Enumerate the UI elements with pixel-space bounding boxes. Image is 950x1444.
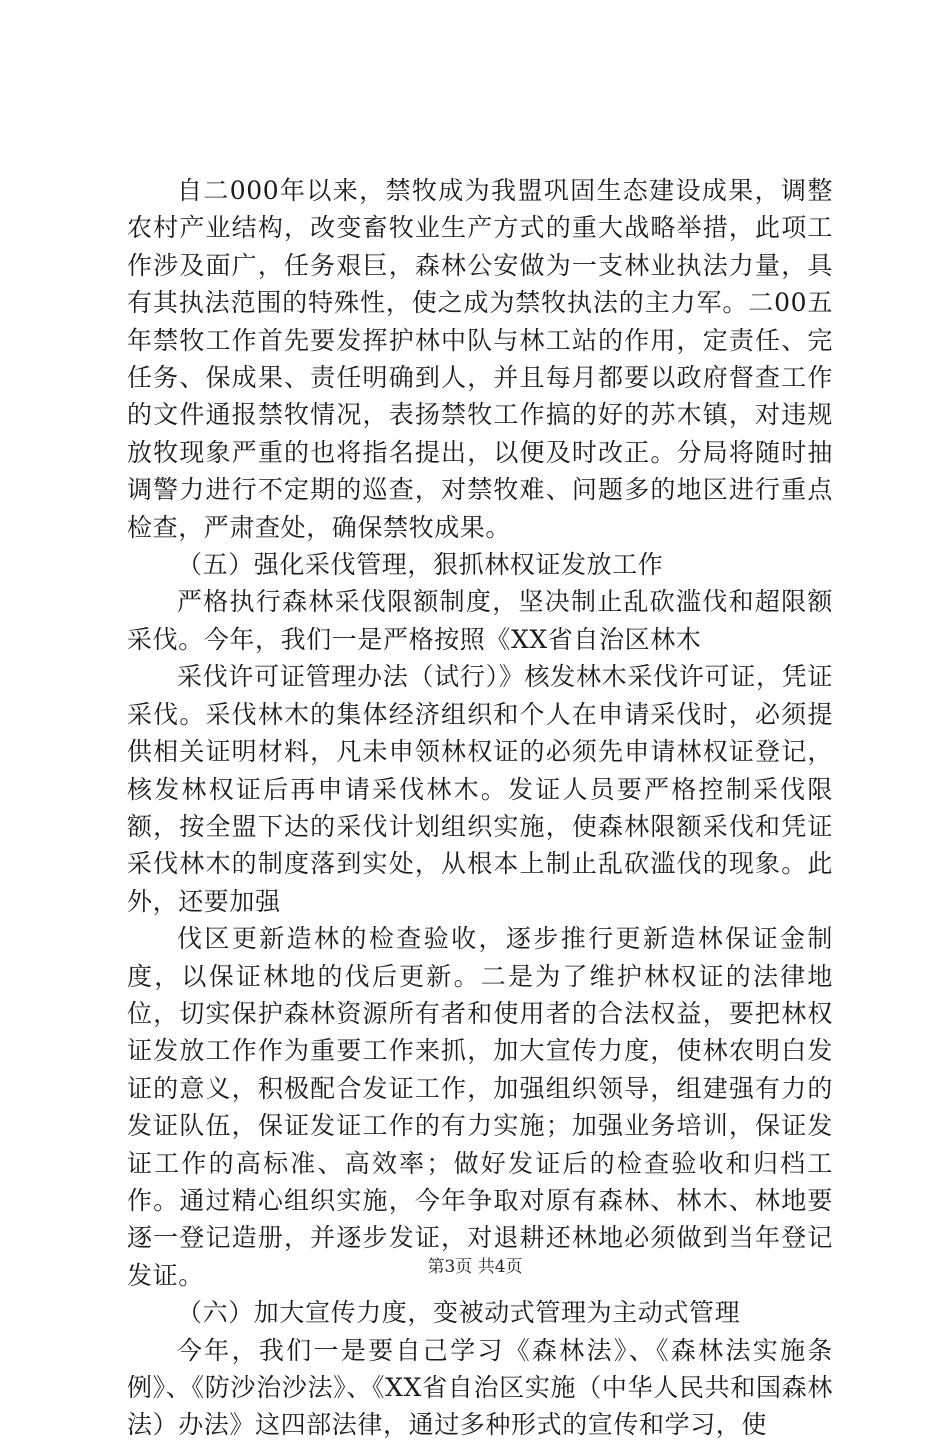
page-number-footer: 第3页 共4页 [427, 1257, 523, 1277]
paragraph-reforestation: 伐区更新造林的检查验收，逐步推行更新造林保证金制度，以保证林地的伐后更新。二是为了维护林权证的法律地位，切实保护森林资源所有者和使用者的合法权益，要把林权证发放工作作为重要工作来抓，加大宣传力度，使林农明白发证的意义，积极配合发证工作，加强组织领导，组建强有力的发证队伍，保证发证工作的有力实施；加强业务培训，保证发证工作的高标准、高效率；做好发证后的检查验收和归档工作。通过精心组织实施，今年争取对原有森林、林木、林地要逐一登记造册，并逐步发证，对退耕还林地必须做到当年登记发证。 [127, 924, 833, 1290]
section-heading-5: （五）强化采伐管理，狠抓林权证发放工作 [177, 550, 664, 580]
paragraph-harvest-quota: 严格执行森林采伐限额制度，坚决制止乱砍滥伐和超限额采伐。今年，我们一是严格按照《XX省自治区林木 [127, 587, 833, 654]
paragraph-publicity: 今年，我们一是要自己学习《森林法》、《森林法实施条例》、《防沙治沙法》、《XX省自治区实施（中华人民共和国森林法）办法》这四部法律，通过多种形式的宣传和学习，使 [127, 1335, 833, 1440]
paragraph-grazing-ban: 自二000年以来，禁牧成为我盟巩固生态建设成果，调整农村产业结构，改变畜牧业生产方式的重大战略举措，此项工作涉及面广，任务艰巨，森林公安做为一支林业执法力量，具有其执法范围的特殊性，使之成为禁牧执法的主力军。二00五年禁牧工作首先要发挥护林中队与林工站的作用，定责任、完任务、保成果、责任明确到人，并且每月都要以政府督查工作的文件通报禁牧情况，表扬禁牧工作搞的好的苏木镇，对违规放牧现象严重的也将指名提出，以便及时改正。分局将随时抽调警力进行不定期的巡查，对禁牧难、问题多的地区进行重点检查，严肃查处，确保禁牧成果。 [127, 176, 833, 542]
paragraph-harvest-permit: 采伐许可证管理办法（试行）》核发林木采伐许可证，凭证采伐。采伐林木的集体经济组织和个人在申请采伐时，必须提供相关证明材料，凡未申领林权证的必须先申请林权证登记，核发林权证后再申请采伐林木。发证人员要严格控制采伐限额，按全盟下达的采伐计划组织实施，使森林限额采伐和凭证采伐林木的制度落到实处，从根本上制止乱砍滥伐的现象。此外，还要加强 [127, 662, 833, 916]
section-heading-6: （六）加大宣传力度，变被动式管理为主动式管理 [177, 1298, 741, 1328]
